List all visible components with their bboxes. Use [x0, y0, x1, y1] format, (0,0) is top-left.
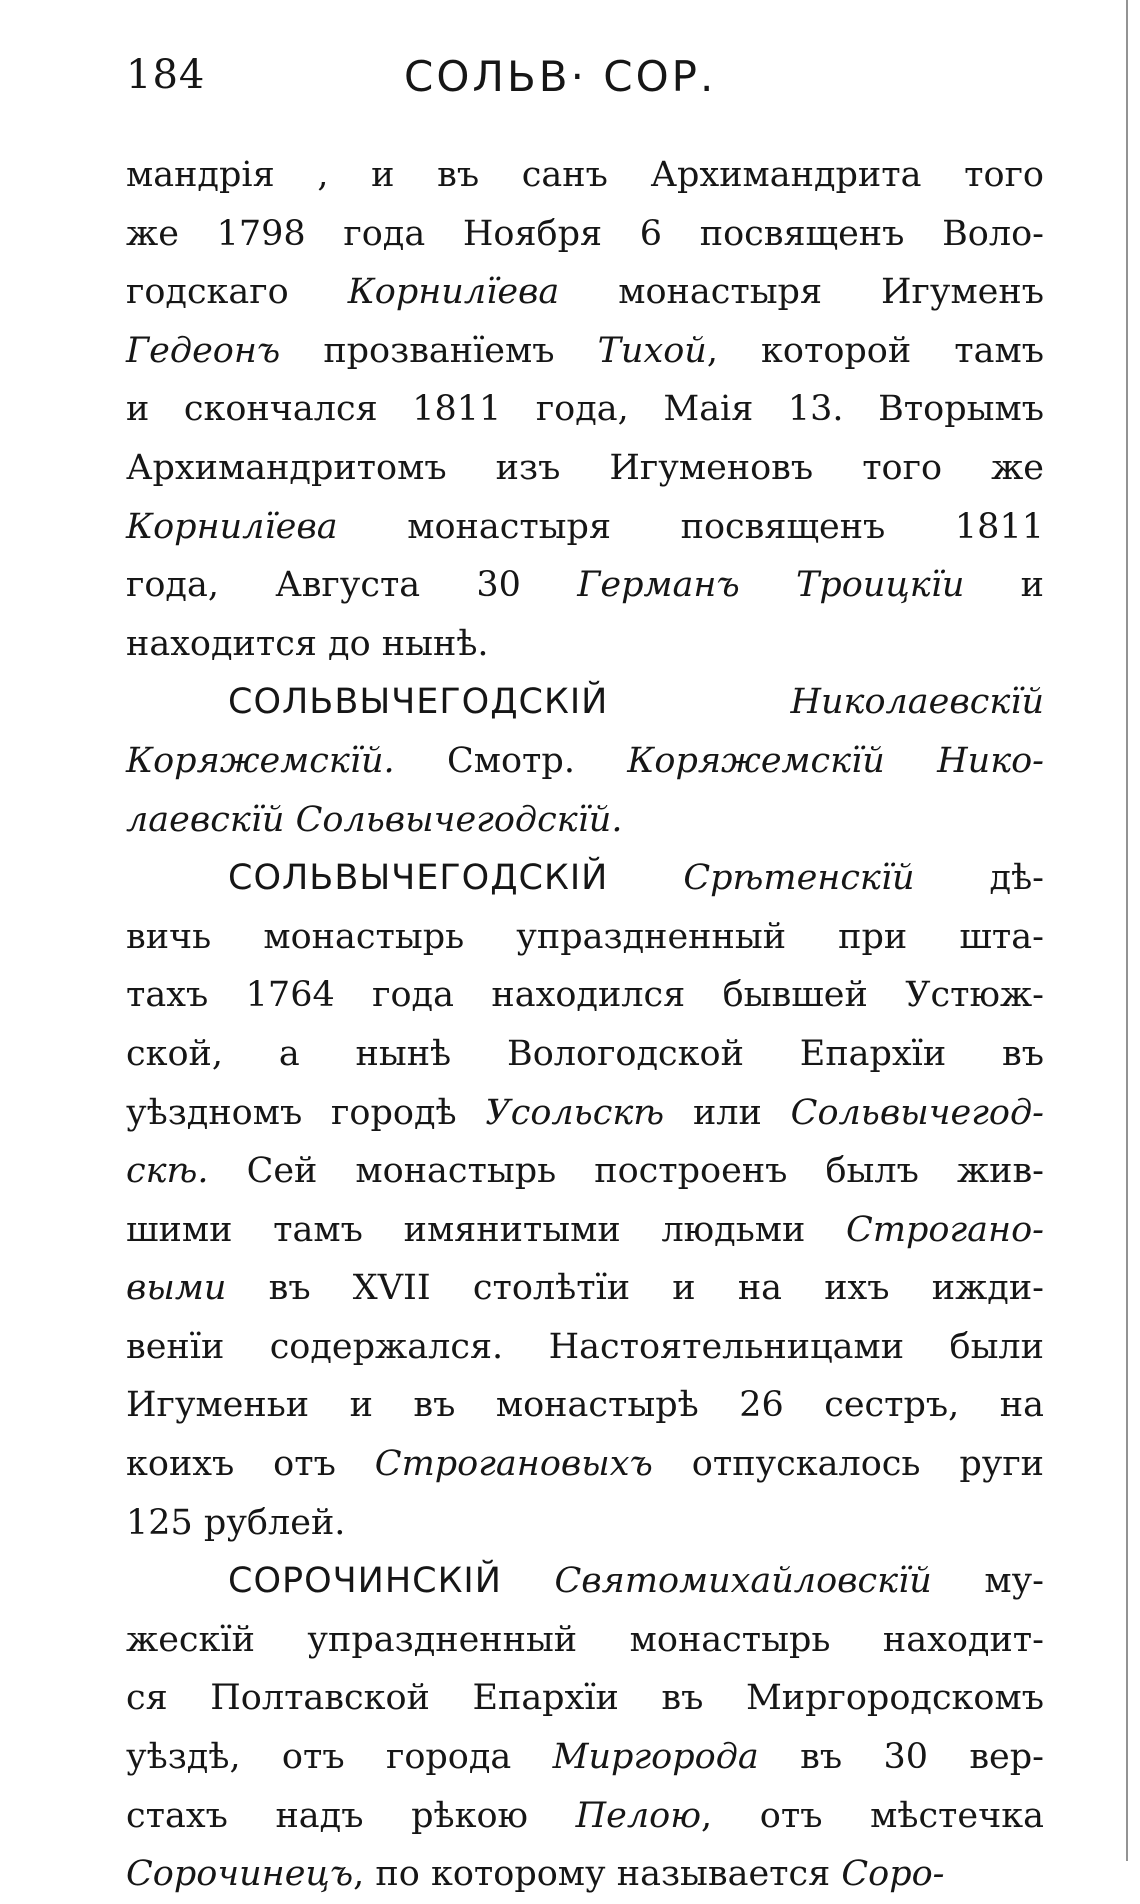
italic-name: Миргорода: [552, 1737, 759, 1778]
italic-name: скѣ.: [126, 1151, 209, 1192]
italic-name: Пелою: [575, 1795, 702, 1836]
text-line: [126, 1611, 1044, 1670]
text-line: [126, 1142, 1044, 1201]
running-head: СОЛЬВ· СОР.: [404, 52, 717, 101]
italic-name: Соро-: [841, 1854, 945, 1895]
entry-heading-line: [126, 1552, 1044, 1611]
text-line: [126, 205, 1044, 264]
text-line: [126, 556, 1044, 615]
text-line: [126, 791, 1044, 850]
text-line: [126, 263, 1044, 322]
text-span: стахъ надъ рѣкою: [126, 1795, 576, 1836]
text-line: [126, 615, 1044, 674]
text-span: Игуменьи и въ монастырѣ 26 сестръ, на: [126, 1385, 1044, 1426]
text-span: въ XVII столѣтїи и на ихъ ижди-: [226, 1268, 1044, 1309]
text-span: прозванїемъ: [280, 330, 598, 371]
italic-name: Коряжемскїй Нико-: [627, 740, 1044, 781]
italic-name: Гедеонъ: [126, 330, 281, 371]
italic-name: Николаевскїй: [790, 682, 1044, 723]
entry-heading-line: [126, 849, 1044, 908]
text-line: [126, 322, 1044, 381]
text-span: му-: [931, 1561, 1044, 1602]
italic-name: Святомихайловскїй: [554, 1561, 932, 1602]
text-span: года, Августа 30: [126, 565, 578, 606]
text-span: [502, 1561, 555, 1601]
entry-title: СОЛЬВЫЧЕГОДСКІЙ: [228, 682, 609, 723]
text-line: [126, 966, 1044, 1025]
text-span: шими тамъ имянитыми людьми: [126, 1209, 847, 1250]
text-line: [126, 1669, 1044, 1728]
text-span: уѣздномъ городѣ: [126, 1092, 486, 1133]
text-span: венїи содержался. Настоятельницами были: [126, 1326, 1044, 1367]
text-span: Архимандритомъ изъ Игуменовъ того же: [126, 447, 1044, 488]
text-line: [126, 1259, 1044, 1318]
text-span: находится до нынѣ.: [126, 623, 489, 664]
italic-name: Тихой: [597, 330, 707, 371]
text-span: мандрія , и въ санъ Архимандрита того: [126, 155, 1044, 195]
text-span: въ 30 вер-: [758, 1737, 1044, 1778]
italic-name: Коряжемскїй.: [126, 740, 395, 781]
text-span: отпускалось руги: [652, 1444, 1044, 1485]
text-span: годскаго: [126, 272, 348, 313]
text-line: [126, 1435, 1044, 1494]
text-line: [126, 498, 1044, 557]
text-span: тахъ 1764 года находился бывшей Устюж-: [126, 975, 1044, 1016]
text-line: [126, 1787, 1044, 1846]
italic-name: лаевскїй Сольвычегодскїй.: [126, 799, 623, 840]
entry-title: СОРОЧИНСКІЙ: [228, 1561, 502, 1602]
italic-name: выми: [126, 1268, 227, 1309]
text-span: же 1798 года Ноября 6 посвященъ Воло-: [126, 213, 1044, 254]
text-line: [126, 908, 1044, 967]
entry-title: СОЛЬВЫЧЕГОДСКІЙ: [228, 858, 609, 899]
italic-name: Строгановыхъ: [374, 1444, 653, 1485]
text-line: [126, 1084, 1044, 1143]
italic-name: Строгано-: [846, 1209, 1044, 1250]
text-span: , которой тамъ: [706, 330, 1044, 371]
text-span: жескїй упраздненный монастырь находит-: [126, 1619, 1044, 1660]
text-line: [126, 380, 1044, 439]
page-edge-shadow: [1126, 0, 1128, 1861]
text-span: коихъ отъ: [126, 1444, 375, 1485]
text-span: вичь монастырь упраздненный при шта-: [126, 916, 1044, 957]
text-span: ской, а нынѣ Вологодской Епархїи въ: [126, 1033, 1044, 1074]
text-span: монастыря Игуменъ: [559, 272, 1044, 313]
text-span: и: [964, 565, 1045, 606]
text-span: монастыря посвященъ 1811: [337, 506, 1044, 547]
page-number: 184: [126, 52, 206, 98]
page-header: [126, 52, 1026, 112]
italic-name: Германъ Троицкїи: [577, 565, 965, 606]
text-span: и скончался 1811 года, Маія 13. Вторымъ: [126, 389, 1044, 430]
italic-name: Корнилїева: [126, 506, 338, 547]
entry-heading-line: [126, 673, 1044, 732]
text-line: [126, 1376, 1044, 1435]
text-line: [126, 1025, 1044, 1084]
text-line: [126, 732, 1044, 791]
text-span: Смотр.: [394, 740, 628, 781]
italic-name: Усольскѣ: [485, 1092, 665, 1133]
text-line: [126, 439, 1044, 498]
italic-name: Сорочинецъ: [126, 1854, 354, 1895]
text-span: дѣ-: [914, 858, 1044, 899]
text-line: [126, 146, 1044, 205]
italic-name: Срѣтенскїй: [683, 858, 915, 899]
italic-name: Сольвычегод-: [790, 1092, 1044, 1133]
italic-name: Корнилїева: [347, 272, 560, 313]
text-span: [608, 858, 683, 898]
text-span: , по которому называется: [353, 1854, 842, 1895]
text-span: или: [664, 1092, 791, 1133]
text-line: [126, 1845, 1044, 1904]
body-text: [126, 146, 1044, 1904]
text-span: 125 рублей.: [126, 1502, 346, 1543]
text-line: [126, 1728, 1044, 1787]
text-line: [126, 1494, 1044, 1553]
text-span: Сей монастырь построенъ былъ жив-: [208, 1151, 1044, 1192]
text-span: ся Полтавской Епархїи въ Миргородскомъ: [126, 1678, 1044, 1719]
text-span: , отъ мѣстечка: [701, 1795, 1045, 1836]
text-span: уѣздѣ, отъ города: [126, 1737, 553, 1778]
text-line: [126, 1318, 1044, 1377]
text-span: [608, 682, 790, 722]
text-line: [126, 1201, 1044, 1260]
